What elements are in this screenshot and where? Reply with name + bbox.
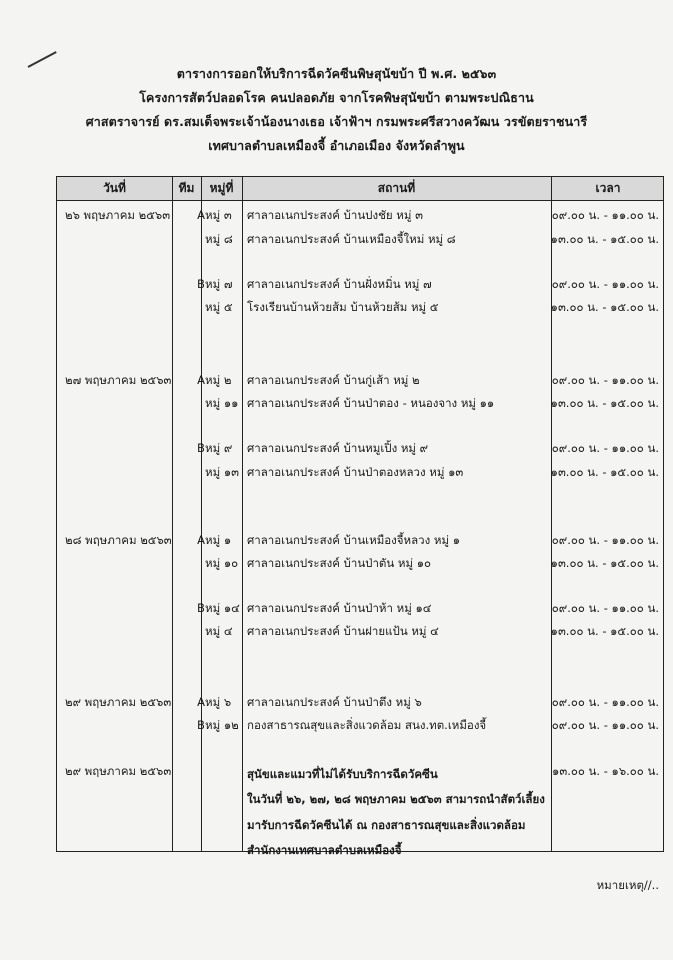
row-village: หมู่ ๗ xyxy=(205,277,233,291)
note-line: สุนัขและแมวที่ไม่ได้รับบริการฉีดวัคซีน xyxy=(247,767,438,781)
row-place: ศาลาอเนกประสงค์ บ้านหมูเปิ้ง หมู่ ๙ xyxy=(247,441,429,455)
row-time: ๐๙.๐๐ น. - ๑๑.๐๐ น. xyxy=(551,601,659,615)
note-date: ๒๙ พฤษภาคม ๒๕๖๓ xyxy=(65,764,172,778)
row-place: ศาลาอเนกประสงค์ บ้านเหมืองจี้ใหม่ หมู่ ๘ xyxy=(247,232,456,246)
title-line-1: ตารางการออกให้บริการฉีดวัคซีนพิษสุนัขบ้า ปี พ.ศ. ๒๕๖๓ xyxy=(176,66,497,81)
row-place: ศาลาอเนกประสงค์ บ้านป่าตองหลวง หมู่ ๑๓ xyxy=(247,465,464,479)
title-line-2: โครงการสัตว์ปลอดโรค คนปลอดภัย จากโรคพิษสุนัขบ้า ตามพระปณิธาน xyxy=(139,90,534,105)
row-village: หมู่ ๓ xyxy=(205,208,232,222)
row-place: ศาลาอเนกประสงค์ บ้านฝายแป้น หมู่ ๔ xyxy=(247,624,439,638)
row-time: ๐๙.๐๐ น. - ๑๑.๐๐ น. xyxy=(551,718,659,732)
row-village: หมู่ ๖ xyxy=(205,695,232,709)
row-village: หมู่ ๔ xyxy=(205,624,233,638)
header-team: ทีม xyxy=(178,181,195,195)
row-village: หมู่ ๕ xyxy=(205,300,233,314)
row-time: ๑๓.๐๐ น. - ๑๕.๐๐ น. xyxy=(550,300,659,314)
note-time: ๑๓.๐๐ น. - ๑๖.๐๐ น. xyxy=(552,764,659,778)
note-line: ในวันที่ ๒๖, ๒๗, ๒๘ พฤษภาคม ๒๕๖๓ สามารถนำสัตว์เลี้ยง xyxy=(247,792,545,806)
row-date: ๒๗ พฤษภาคม ๒๕๖๓ xyxy=(65,373,172,387)
row-place: ศาลาอเนกประสงค์ บ้านปงชัย หมู่ ๓ xyxy=(247,208,423,222)
row-time: ๑๓.๐๐ น. - ๑๕.๐๐ น. xyxy=(550,465,659,479)
row-place: ศาลาอเนกประสงค์ บ้านป่าตึง หมู่ ๖ xyxy=(247,695,422,709)
row-team: B xyxy=(197,718,205,732)
row-team: A xyxy=(197,208,205,222)
row-place: ศาลาอเนกประสงค์ บ้านป่าตอง - หนองจาง หมู่ ๑๑ xyxy=(247,396,495,410)
header-place: สถานที่ xyxy=(377,181,416,195)
row-time: ๐๙.๐๐ น. - ๑๑.๐๐ น. xyxy=(551,695,659,709)
row-date: ๒๙ พฤษภาคม ๒๕๖๓ xyxy=(65,695,172,709)
title-block xyxy=(0,62,673,158)
header-time: เวลา xyxy=(595,181,621,195)
row-time: ๑๓.๐๐ น. - ๑๕.๐๐ น. xyxy=(550,624,659,638)
row-village: หมู่ ๑๒ xyxy=(205,718,239,732)
row-team: A xyxy=(197,533,205,547)
note-line: มารับการฉีดวัคซีนได้ ณ กองสาธารณสุขและสิ่งแวดล้อม xyxy=(247,818,526,832)
row-time: ๐๙.๐๐ น. - ๑๑.๐๐ น. xyxy=(551,277,659,291)
title-line-4: เทศบาลตำบลเหมืองจี้ อำเภอเมือง จังหวัดลำพูน xyxy=(208,138,465,153)
row-village: หมู่ ๑๓ xyxy=(205,465,239,479)
row-place: กองสาธารณสุขและสิ่งแวดล้อม สนง.ทต.เหมืองจี้ xyxy=(247,718,487,732)
row-village: หมู่ ๙ xyxy=(205,441,233,455)
row-team: B xyxy=(197,601,205,615)
row-time: ๐๙.๐๐ น. - ๑๑.๐๐ น. xyxy=(551,373,659,387)
row-village: หมู่ ๘ xyxy=(205,232,233,246)
row-time: ๐๙.๐๐ น. - ๑๑.๐๐ น. xyxy=(551,533,659,547)
row-team: A xyxy=(197,695,205,709)
row-place: ศาลาอเนกประสงค์ บ้านกู่เส้า หมู่ ๒ xyxy=(247,373,420,387)
row-time: ๑๓.๐๐ น. - ๑๕.๐๐ น. xyxy=(550,556,659,570)
footer-note: หมายเหตุ//.. xyxy=(596,878,659,892)
row-village: หมู่ ๑๔ xyxy=(205,601,240,615)
row-date: ๒๖ พฤษภาคม ๒๕๖๓ xyxy=(65,208,171,222)
row-village: หมู่ ๑๐ xyxy=(205,556,239,570)
row-place: ศาลาอเนกประสงค์ บ้านเหมืองจี้หลวง หมู่ ๑ xyxy=(247,533,461,547)
row-team: B xyxy=(197,441,205,455)
row-village: หมู่ ๑๑ xyxy=(205,396,239,410)
row-time: ๑๓.๐๐ น. - ๑๕.๐๐ น. xyxy=(550,232,659,246)
row-team: B xyxy=(197,277,205,291)
row-place: โรงเรียนบ้านห้วยส้ม บ้านห้วยส้ม หมู่ ๕ xyxy=(247,300,439,314)
row-village: หมู่ ๑ xyxy=(205,533,232,547)
row-time: ๐๙.๐๐ น. - ๑๑.๐๐ น. xyxy=(551,441,659,455)
row-date: ๒๘ พฤษภาคม ๒๕๖๓ xyxy=(65,533,172,547)
row-team: A xyxy=(197,373,205,387)
row-time: ๐๙.๐๐ น. - ๑๑.๐๐ น. xyxy=(551,208,659,222)
row-place: ศาลาอเนกประสงค์ บ้านป่าตัน หมู่ ๑๐ xyxy=(247,556,432,570)
note-line: สำนักงานเทศบาลตำบลเหมืองจี้ xyxy=(247,843,402,857)
title-line-3: ศาสตราจารย์ ดร.สมเด็จพระเจ้าน้องนางเธอ เจ้าฟ้าฯ กรมพระศรีสวางควัฒน วรขัตยราชนารี xyxy=(85,114,588,129)
header-village: หมู่ที่ xyxy=(209,181,234,195)
header-date: วันที่ xyxy=(103,181,126,195)
row-place: ศาลาอเนกประสงค์ บ้านฝั่งหมิ่น หมู่ ๗ xyxy=(247,277,432,291)
row-village: หมู่ ๒ xyxy=(205,373,232,387)
schedule-table xyxy=(56,176,664,857)
row-time: ๑๓.๐๐ น. - ๑๕.๐๐ น. xyxy=(550,396,659,410)
row-place: ศาลาอเนกประสงค์ บ้านป่าห้า หมู่ ๑๔ xyxy=(247,601,432,615)
